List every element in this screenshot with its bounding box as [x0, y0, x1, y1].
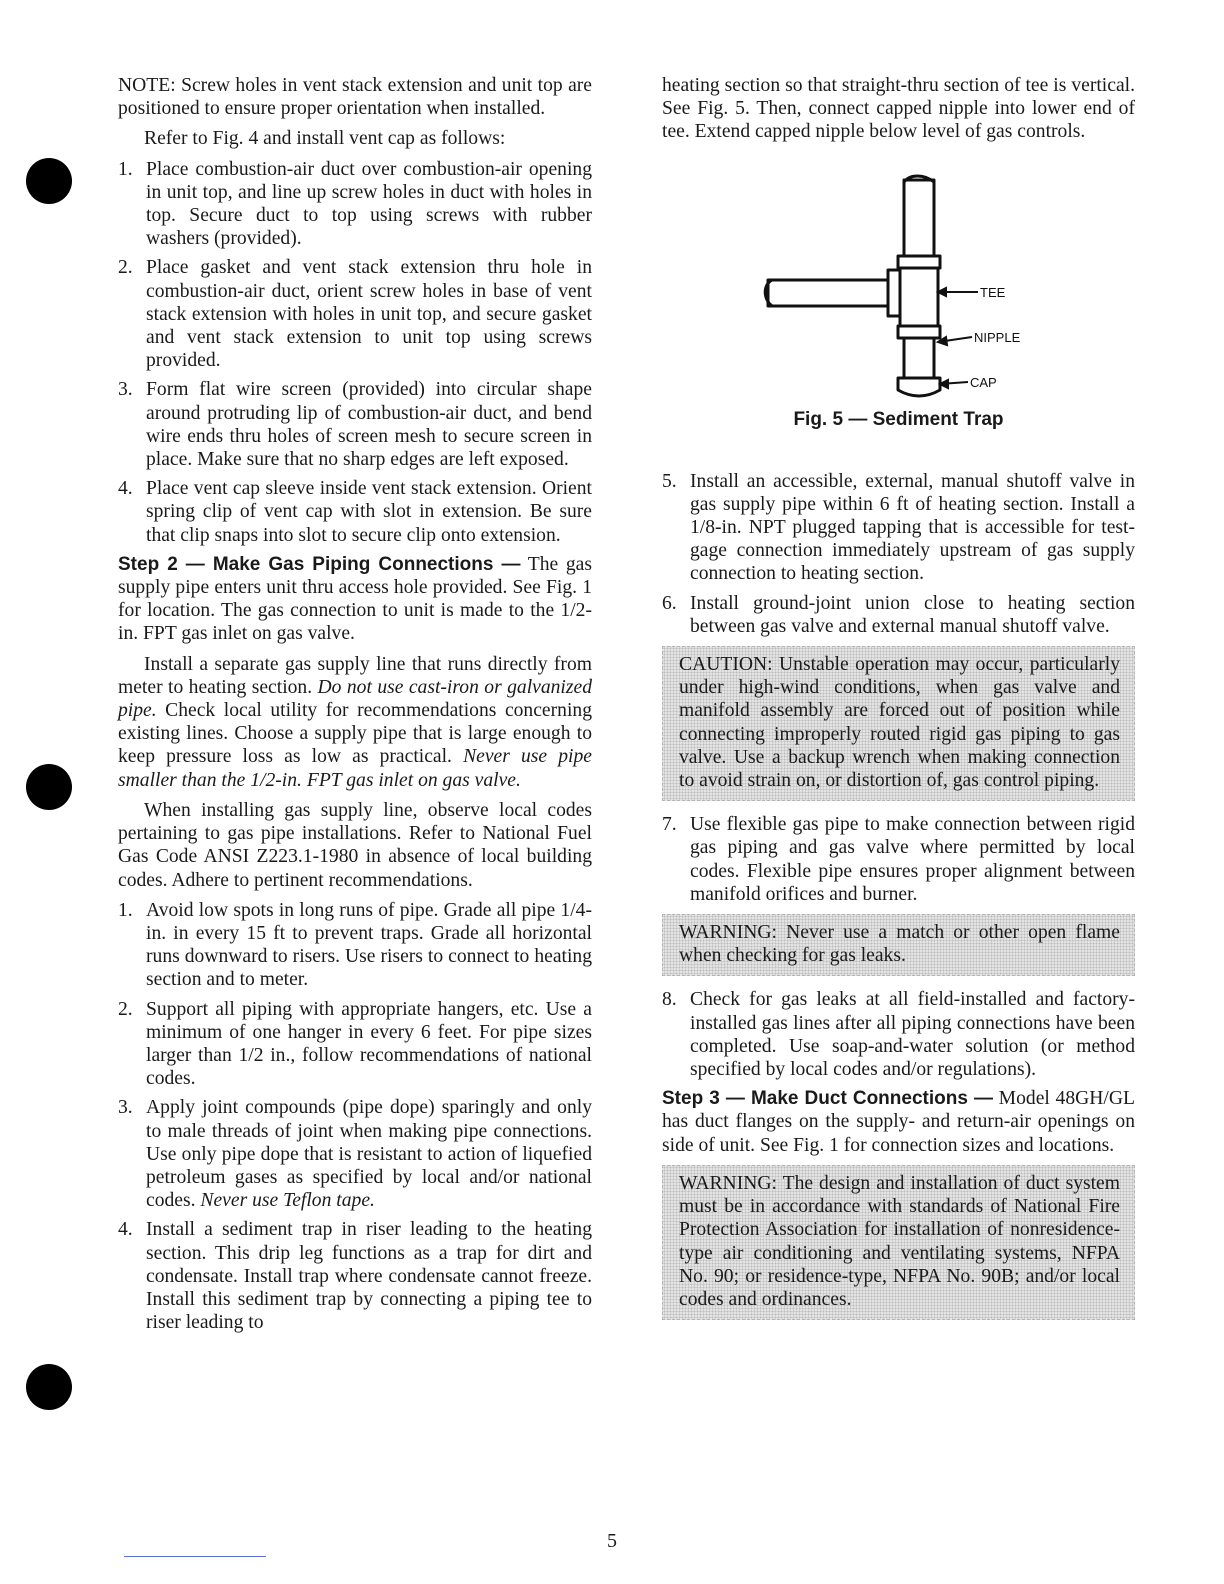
item-number: 2. — [118, 257, 133, 279]
left-column — [118, 74, 592, 1340]
punch-hole-middle — [26, 764, 72, 810]
text-run: Check local utility for recommendations concerning existing lines. Choose a supply pipe that is large enough to keep pressure loss as low as practical. — [118, 700, 592, 768]
item-number: 4. — [118, 478, 133, 500]
item-text: Place vent cap sleeve inside vent stack extension. Orient spring clip of vent cap with slot in extension. Be sure that clip snaps into slot to secure clip onto extension. — [146, 478, 592, 546]
gas-line-paragraph — [118, 653, 592, 792]
item-text: Avoid low spots in long runs of pipe. Grade all pipe 1/4-in. in every 15 ft to prevent traps. Grade all horizontal runs downward to risers. Use risers to connect to heating section and to meter. — [146, 899, 592, 991]
item-text: Form flat wire screen (provided) into circular shape around protruding lip of combustion-air duct, and bend wire ends thru holes of screen mesh to secure screen in place. Make sure that no sharp edges are left exposed. — [146, 379, 592, 471]
item-text: Place combustion-air duct over combustion-air opening in unit top, and line up screw holes in duct with holes in top. Secure duct to top using screws with rubber washers (provided). — [146, 158, 592, 250]
upper-coupling — [898, 256, 940, 268]
italic-text-run: Never use Teflon tape. — [200, 1190, 375, 1212]
step3-heading: Step 3 — Make Duct Connections — — [662, 1088, 993, 1110]
list-item — [118, 899, 592, 992]
step3-paragraph — [662, 1087, 1135, 1157]
item-number: 3. — [118, 379, 133, 401]
list-item — [662, 813, 1135, 906]
lower-coupling — [898, 326, 940, 338]
list-item — [662, 592, 1135, 638]
list-item — [118, 158, 592, 251]
list-item — [118, 998, 592, 1091]
footer-rule — [124, 1556, 266, 1557]
list-item — [118, 1096, 592, 1212]
item-text: Use flexible gas pipe to make connection between rigid gas piping and gas valve where permitted by local codes. Flexible pipe ensures proper alignment between manifold orifices and burner. — [690, 814, 1135, 905]
cap-label: CAP — [970, 374, 997, 390]
sediment-trap-figure — [662, 152, 1135, 452]
item-number: 7. — [662, 814, 677, 836]
item-number: 8. — [662, 989, 677, 1011]
punch-hole-top — [26, 158, 72, 204]
item-text: Place gasket and vent stack extension thru hole in combustion-air duct, orient screw holes in base of vent stack extension with holes in unit top, and secure gasket and vent stack extension to unit top using screws provided. — [146, 257, 592, 372]
horizontal-pipe — [768, 280, 888, 306]
item-number: 1. — [118, 899, 133, 921]
list-item — [118, 256, 592, 372]
caution-box: CAUTION: Unstable operation may occur, particularly under high-wind conditions, when gas valve and manifold assembly are forced out of position while connecting improperly routed rigid gas piping to gas valve. Use a backup wrench when making connection to avoid strain on, or distortion of, gas control piping. — [662, 646, 1135, 801]
gas-piping-step-8 — [662, 988, 1135, 1081]
figure-caption: Fig. 5 — Sediment Trap — [793, 408, 1004, 430]
gas-piping-steps-continued — [662, 470, 1135, 638]
item-text: Apply joint compounds (pipe dope) sparingly and only to male threads of joint when making pipe connections. Use only pipe dope that is resistant to action of liquefied petroleum gases as specified by local and/or national codes. — [146, 1097, 592, 1212]
warning-box-duct: WARNING: The design and installation of duct system must be in accordance with standards of National Fire Protection Association for installation of nonresidence-type air conditioning and ventilating systems, NFPA No. 90; or residence-type, NFPA No. 90B; and/or local codes and ordinances. — [662, 1165, 1135, 1320]
italic-text-run: Never use pipe smaller than the 1/2-in. FPT gas inlet on gas valve. — [118, 746, 592, 791]
local-codes-paragraph: When installing gas supply line, observe local codes pertaining to gas pipe installations. Refer to National Fuel Gas Code ANSI Z223.1-1980 in absence of local building codes. Adhere to pertinent recommendations. — [118, 799, 592, 891]
list-item — [662, 988, 1135, 1081]
item-number: 5. — [662, 470, 677, 492]
step3-text: Model 48GH/GL has duct flanges on the supply- and return-air openings on side of unit. See Fig. 1 for connection sizes and locations. — [662, 1088, 1135, 1156]
item-number: 3. — [118, 1097, 133, 1119]
note-paragraph: NOTE: Screw holes in vent stack extension and unit top are positioned to ensure proper orientation when installed. — [118, 75, 592, 120]
list-item — [118, 378, 592, 471]
intro-paragraph: Refer to Fig. 4 and install vent cap as follows: — [144, 128, 506, 150]
item-number: 1. — [118, 158, 133, 180]
right-column — [662, 74, 1135, 1332]
tee-body — [900, 268, 938, 326]
text-run: Install a separate gas supply line that runs directly from meter to heating section. — [118, 653, 592, 698]
item-text: Install an accessible, external, manual shutoff valve in gas supply pipe within 6 ft of heating section. Install a 1/8-in. NPT plugged tapping that is accessible for test-gage connection immediately upstream of gas supply connection to heating section. — [690, 470, 1135, 585]
sediment-trap-diagram — [662, 152, 1135, 452]
nipple-label: NIPPLE — [974, 329, 1021, 345]
step2-text: The gas supply pipe enters unit thru access hole provided. See Fig. 1 for location. The gas connection to unit is made to the 1/2-in. FPT gas inlet on gas valve. — [118, 553, 592, 645]
list-item — [118, 1218, 592, 1334]
punch-hole-bottom — [26, 1364, 72, 1410]
list-item — [662, 470, 1135, 586]
page-number: 5 — [607, 1530, 617, 1552]
list-item — [118, 477, 592, 547]
continuation-paragraph: heating section so that straight-thru section of tee is vertical. See Fig. 5. Then, connect capped nipple into lower end of tee. Extend capped nipple below level of gas controls. — [662, 75, 1135, 143]
item-text: Support all piping with appropriate hangers, etc. Use a minimum of one hanger in every 6 feet. For pipe sizes larger than 1/2 in., follow recommendations of national codes. — [146, 998, 592, 1090]
italic-text-run: Do not use cast-iron or galvanized pipe. — [118, 676, 592, 722]
step2-paragraph — [118, 553, 592, 646]
step2-heading: Step 2 — Make Gas Piping Connections — — [118, 553, 521, 575]
vent-cap-steps-list — [118, 158, 592, 547]
gas-piping-step-7 — [662, 813, 1135, 906]
item-text: Install ground-joint union close to heating section between gas valve and external manual shutoff valve. — [690, 592, 1135, 637]
pipe-cap — [898, 378, 940, 396]
item-number: 4. — [118, 1219, 133, 1241]
item-text: Check for gas leaks at all field-installed and factory-installed gas lines after all piping connections have been completed. Use soap-and-water solution (or method specified by local codes and/or regulations). — [690, 989, 1135, 1081]
item-number: 2. — [118, 998, 133, 1020]
item-number: 6. — [662, 592, 677, 614]
item-text: Install a sediment trap in riser leading to the heating section. This drip leg functions as a trap for dirt and condensate. Install trap where condensate cannot freeze. Install this sediment trap by connecting a piping tee to riser leading to — [146, 1219, 592, 1334]
gas-piping-steps-list — [118, 899, 592, 1335]
nipple-pipe — [904, 338, 934, 378]
warning-box-gas-leaks: WARNING: Never use a match or other open flame when checking for gas leaks. — [662, 914, 1135, 976]
tee-label: TEE — [980, 284, 1006, 300]
